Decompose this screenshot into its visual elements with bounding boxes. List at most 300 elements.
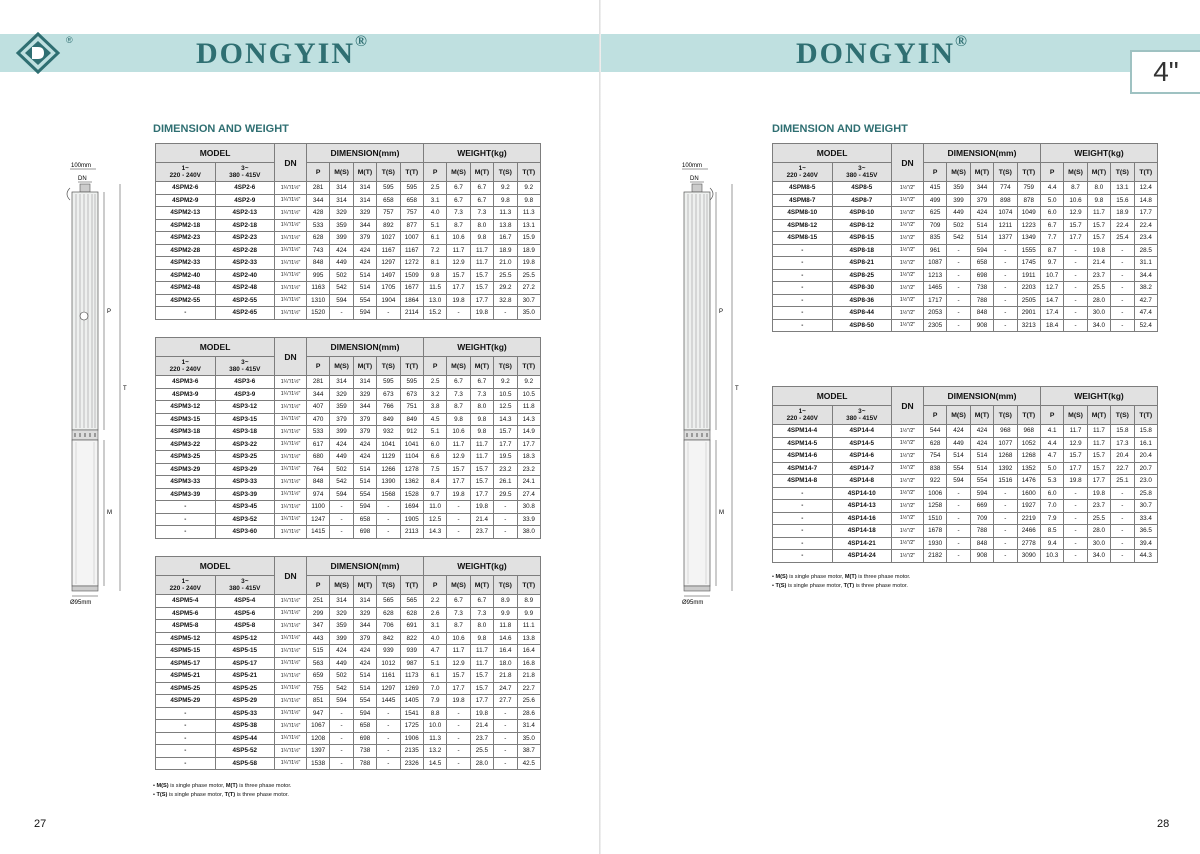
value-cell: 344: [353, 620, 376, 633]
value-cell: 6.1: [423, 670, 446, 683]
value-cell: 1310: [306, 294, 329, 307]
value-cell: -: [1111, 244, 1134, 257]
value-cell: 8.1: [423, 257, 446, 270]
model-cell: 4SP3-60: [215, 526, 275, 539]
footnote-motor-m: • M(S) is single phase motor, M(T) is three phase motor.: [153, 783, 292, 789]
value-cell: 1390: [377, 476, 400, 489]
value-cell: 347: [306, 620, 329, 633]
model-cell: 4SPM2-40: [156, 269, 216, 282]
model-cell: 4SPM2-9: [156, 194, 216, 207]
value-cell: 11.7: [470, 451, 493, 464]
value-cell: 10.5: [494, 388, 517, 401]
value-cell: 11.3: [517, 207, 540, 220]
value-cell: 766: [377, 401, 400, 414]
value-cell: 31.1: [1134, 257, 1157, 270]
model-cell: 4SP5-58: [215, 757, 275, 770]
model-cell: 4SPM2-13: [156, 207, 216, 220]
value-cell: -: [377, 720, 400, 733]
table-row: [773, 475, 1158, 488]
model-cell: 4SP5-4: [215, 595, 275, 608]
value-cell: 1555: [1017, 244, 1040, 257]
logo-registered-mark: ®: [66, 35, 73, 45]
value-cell: 628: [400, 607, 423, 620]
pump-dimension-drawing: [58, 160, 136, 610]
value-cell: 15.7: [447, 269, 470, 282]
value-cell: 9.8: [470, 632, 493, 645]
value-cell: 344: [353, 219, 376, 232]
header-model: MODEL: [773, 387, 892, 406]
value-cell: -: [994, 257, 1017, 270]
note-text: is three phase motor.: [856, 574, 911, 580]
value-cell: 1445: [377, 695, 400, 708]
value-cell: 44.3: [1134, 550, 1157, 563]
value-cell: 6.7: [447, 194, 470, 207]
footnote-motor-t: • T(S) is single phase motor, T(T) is three phase motor.: [153, 792, 289, 798]
model-cell: 4SP5-12: [215, 632, 275, 645]
dn-cell: 1¼"/1½": [275, 294, 307, 307]
value-cell: 1266: [377, 463, 400, 476]
value-cell: 542: [330, 476, 353, 489]
value-cell: 1104: [400, 451, 423, 464]
value-cell: 424: [970, 425, 993, 438]
value-cell: 1397: [306, 745, 329, 758]
model-cell: 4SPM3-12: [156, 401, 216, 414]
value-cell: -: [377, 526, 400, 539]
value-cell: 424: [353, 244, 376, 257]
value-cell: 42.7: [1134, 294, 1157, 307]
value-cell: 25.5: [1087, 512, 1110, 525]
model-cell: 4SP5-8: [215, 620, 275, 633]
dn-cell: 1¼"/1½": [275, 376, 307, 389]
value-cell: 21.0: [494, 257, 517, 270]
model-cell: 4SPM5-8: [156, 620, 216, 633]
value-cell: 628: [377, 607, 400, 620]
value-cell: 625: [923, 207, 946, 220]
value-cell: 449: [330, 657, 353, 670]
header-three-phase: [832, 406, 892, 425]
value-cell: 659: [306, 670, 329, 683]
dn-cell: 1½"/2": [892, 537, 924, 550]
value-cell: 443: [306, 632, 329, 645]
value-cell: 25.5: [1087, 282, 1110, 295]
model-cell: 4SP5-33: [215, 707, 275, 720]
value-cell: -: [947, 537, 970, 550]
dn-cell: 1¼"/1½": [275, 232, 307, 245]
table-row: [156, 194, 541, 207]
value-cell: 499: [923, 194, 946, 207]
value-cell: 2.5: [423, 182, 446, 195]
value-cell: 314: [353, 194, 376, 207]
model-cell: 4SPM14-6: [773, 450, 833, 463]
dn-cell: 1¼"/1½": [275, 388, 307, 401]
value-cell: 16.7: [494, 232, 517, 245]
value-cell: 1509: [400, 269, 423, 282]
table-row: [156, 513, 541, 526]
header-col: T(S): [994, 163, 1017, 182]
header-dimension: DIMENSION(mm): [923, 144, 1040, 163]
value-cell: 1247: [306, 513, 329, 526]
value-cell: 709: [923, 219, 946, 232]
value-cell: 9.9: [517, 607, 540, 620]
dn-cell: 1¼"/1½": [275, 695, 307, 708]
value-cell: 922: [923, 475, 946, 488]
model-cell: 4SP8-15: [832, 232, 892, 245]
value-cell: 673: [400, 388, 423, 401]
value-cell: 11.7: [470, 657, 493, 670]
value-cell: 1268: [994, 450, 1017, 463]
dn-cell: 1½"/2": [892, 512, 924, 525]
header-col: P: [1040, 163, 1063, 182]
spec-table-4sp8: [772, 143, 1158, 332]
model-cell: 4SPM3-33: [156, 476, 216, 489]
value-cell: 5.3: [1040, 475, 1063, 488]
value-cell: 314: [330, 194, 353, 207]
header-col: M(S): [330, 357, 353, 376]
value-cell: 3213: [1017, 319, 1040, 332]
value-cell: -: [377, 501, 400, 514]
value-cell: 1087: [923, 257, 946, 270]
table-row: [156, 670, 541, 683]
value-cell: 835: [923, 232, 946, 245]
value-cell: 542: [947, 232, 970, 245]
value-cell: 2505: [1017, 294, 1040, 307]
value-cell: 6.7: [447, 376, 470, 389]
model-cell: 4SP8-10: [832, 207, 892, 220]
value-cell: 16.4: [494, 645, 517, 658]
value-cell: 8.9: [494, 595, 517, 608]
value-cell: 974: [306, 488, 329, 501]
footnote-motor-m: • M(S) is single phase motor, M(T) is three phase motor.: [772, 574, 911, 580]
model-cell: 4SP8-21: [832, 257, 892, 270]
value-cell: 23.7: [1087, 500, 1110, 513]
value-cell: 329: [353, 207, 376, 220]
value-cell: 554: [353, 695, 376, 708]
table-row: [156, 182, 541, 195]
value-cell: 15.6: [1111, 194, 1134, 207]
value-cell: -: [1111, 269, 1134, 282]
table-row: [156, 476, 541, 489]
value-cell: 28.5: [1134, 244, 1157, 257]
model-cell: 4SP3-15: [215, 413, 275, 426]
dn-cell: 1¼"/1½": [275, 620, 307, 633]
header-col: P: [923, 163, 946, 182]
value-cell: 2219: [1017, 512, 1040, 525]
value-cell: 4.1: [1040, 425, 1063, 438]
drawing-m-label: M: [719, 510, 724, 516]
value-cell: 947: [306, 707, 329, 720]
header-col: T(T): [1134, 406, 1157, 425]
model-cell: 4SPM5-25: [156, 682, 216, 695]
drawing-p-label: P: [107, 309, 112, 315]
drawing-top-label: 100mm: [71, 163, 92, 169]
header-col: P: [306, 357, 329, 376]
value-cell: 20.7: [1134, 462, 1157, 475]
value-cell: 6.7: [470, 376, 493, 389]
header-single-label: 1~: [181, 165, 189, 172]
header-col: T(T): [400, 163, 423, 182]
value-cell: 11.7: [447, 244, 470, 257]
value-cell: 23.7: [470, 732, 493, 745]
table-row: [156, 207, 541, 220]
value-cell: 743: [306, 244, 329, 257]
value-cell: -: [947, 319, 970, 332]
value-cell: 281: [306, 182, 329, 195]
value-cell: 669: [970, 500, 993, 513]
header-col: M(S): [447, 163, 470, 182]
dn-cell: 1½"/2": [892, 282, 924, 295]
table-row: [156, 307, 541, 320]
value-cell: 554: [353, 488, 376, 501]
model-cell: 4SPM2-18: [156, 219, 216, 232]
value-cell: 595: [400, 182, 423, 195]
model-cell: -: [156, 307, 216, 320]
model-cell: 4SPM14-5: [773, 437, 833, 450]
value-cell: 908: [970, 550, 993, 563]
table-row: [156, 269, 541, 282]
value-cell: 11.7: [470, 438, 493, 451]
value-cell: 17.7: [470, 294, 493, 307]
value-cell: 19.8: [470, 501, 493, 514]
model-cell: 4SP3-33: [215, 476, 275, 489]
value-cell: 19.8: [1064, 475, 1087, 488]
value-cell: 1600: [1017, 487, 1040, 500]
header-col: T(S): [377, 163, 400, 182]
model-cell: 4SP2-6: [215, 182, 275, 195]
dn-cell: 1½"/2": [892, 450, 924, 463]
value-cell: 314: [330, 182, 353, 195]
drawing-top-label: 100mm: [682, 163, 703, 169]
model-cell: 4SPM2-28: [156, 244, 216, 257]
header-col: P: [423, 357, 446, 376]
model-cell: -: [773, 269, 833, 282]
value-cell: -: [947, 282, 970, 295]
value-cell: -: [377, 707, 400, 720]
drawing-bottom-label: Ø95mm: [70, 600, 92, 606]
value-cell: 554: [353, 294, 376, 307]
value-cell: 5.1: [423, 657, 446, 670]
value-cell: 399: [330, 632, 353, 645]
dn-cell: 1¼"/1½": [275, 219, 307, 232]
value-cell: 8.8: [423, 707, 446, 720]
value-cell: -: [947, 269, 970, 282]
value-cell: 14.5: [423, 757, 446, 770]
value-cell: 13.2: [423, 745, 446, 758]
value-cell: 9.8: [517, 194, 540, 207]
value-cell: 1520: [306, 307, 329, 320]
value-cell: 1077: [994, 437, 1017, 450]
value-cell: 2203: [1017, 282, 1040, 295]
value-cell: 680: [306, 451, 329, 464]
header-col: T(T): [400, 357, 423, 376]
value-cell: 27.4: [517, 488, 540, 501]
value-cell: 1362: [400, 476, 423, 489]
value-cell: 449: [947, 437, 970, 450]
header-col: P: [923, 406, 946, 425]
value-cell: 2901: [1017, 307, 1040, 320]
model-cell: 4SPM8-7: [773, 194, 833, 207]
model-cell: -: [156, 720, 216, 733]
header-single-phase: [773, 163, 833, 182]
model-cell: 4SP14-10: [832, 487, 892, 500]
header-col: T(T): [1017, 406, 1040, 425]
header-dimension: DIMENSION(mm): [306, 144, 423, 163]
value-cell: 26.1: [494, 476, 517, 489]
value-cell: 755: [306, 682, 329, 695]
dn-cell: 1¼"/1½": [275, 488, 307, 501]
header-col: M(T): [1087, 163, 1110, 182]
value-cell: 11.1: [517, 620, 540, 633]
value-cell: 42.5: [517, 757, 540, 770]
value-cell: -: [1064, 257, 1087, 270]
value-cell: 344: [306, 194, 329, 207]
value-cell: 502: [330, 269, 353, 282]
value-cell: 595: [377, 182, 400, 195]
value-cell: 5.0: [1040, 462, 1063, 475]
value-cell: -: [447, 757, 470, 770]
header-col: T(S): [994, 406, 1017, 425]
value-cell: 9.8: [1087, 194, 1110, 207]
value-cell: -: [994, 307, 1017, 320]
value-cell: -: [1064, 550, 1087, 563]
value-cell: -: [447, 526, 470, 539]
value-cell: 15.7: [470, 476, 493, 489]
value-cell: 424: [330, 438, 353, 451]
value-cell: -: [447, 307, 470, 320]
value-cell: 514: [947, 450, 970, 463]
value-cell: 18.0: [494, 657, 517, 670]
dn-cell: 1½"/2": [892, 487, 924, 500]
model-cell: 4SP8-25: [832, 269, 892, 282]
value-cell: 11.7: [447, 438, 470, 451]
value-cell: 1129: [377, 451, 400, 464]
model-cell: -: [773, 512, 833, 525]
header-dimension: DIMENSION(mm): [923, 387, 1040, 406]
value-cell: 23.0: [1134, 475, 1157, 488]
value-cell: 1705: [377, 282, 400, 295]
table-row: [156, 451, 541, 464]
value-cell: 21.4: [1087, 257, 1110, 270]
value-cell: 514: [353, 682, 376, 695]
header-col: M(S): [947, 406, 970, 425]
dn-cell: 1¼"/1½": [275, 645, 307, 658]
header-single-voltage: 220 - 240V: [786, 172, 818, 179]
value-cell: 314: [353, 182, 376, 195]
pump-dimension-drawing: [678, 160, 756, 610]
model-cell: 4SP2-13: [215, 207, 275, 220]
value-cell: 1161: [377, 670, 400, 683]
brand-name-text: DONGYIN: [196, 37, 356, 70]
value-cell: 424: [330, 645, 353, 658]
value-cell: -: [1064, 487, 1087, 500]
value-cell: 18.9: [1111, 207, 1134, 220]
value-cell: 25.4: [1111, 232, 1134, 245]
value-cell: 7.5: [423, 463, 446, 476]
dn-cell: 1¼"/1½": [275, 632, 307, 645]
value-cell: 19.8: [470, 707, 493, 720]
value-cell: 7.9: [1040, 512, 1063, 525]
value-cell: 15.7: [1087, 462, 1110, 475]
model-cell: -: [773, 257, 833, 270]
value-cell: 10.7: [1040, 269, 1063, 282]
dn-cell: 1¼"/1½": [275, 282, 307, 295]
value-cell: 20.4: [1134, 450, 1157, 463]
value-cell: -: [994, 525, 1017, 538]
value-cell: 5.0: [1040, 194, 1063, 207]
model-cell: 4SPM8-5: [773, 182, 833, 195]
model-cell: 4SPM5-6: [156, 607, 216, 620]
value-cell: 11.7: [470, 244, 493, 257]
value-cell: 754: [923, 450, 946, 463]
value-cell: -: [330, 526, 353, 539]
dn-cell: 1¼"/1½": [275, 194, 307, 207]
value-cell: 13.0: [423, 294, 446, 307]
brand-name: [796, 33, 969, 71]
table-row: [773, 207, 1158, 220]
table-row: [156, 707, 541, 720]
model-cell: 4SPM3-29: [156, 463, 216, 476]
dn-cell: 1¼"/1½": [275, 526, 307, 539]
value-cell: 11.3: [494, 207, 517, 220]
value-cell: 594: [970, 487, 993, 500]
header-col: T(S): [494, 357, 517, 376]
value-cell: -: [1064, 537, 1087, 550]
value-cell: -: [994, 282, 1017, 295]
dn-cell: 1¼"/1½": [275, 670, 307, 683]
dn-cell: 1¼"/1½": [275, 307, 307, 320]
value-cell: -: [1111, 307, 1134, 320]
dn-cell: 1¼"/1½": [275, 269, 307, 282]
table-row: [773, 450, 1158, 463]
model-cell: 4SP5-6: [215, 607, 275, 620]
value-cell: -: [1064, 282, 1087, 295]
value-cell: 17.7: [517, 438, 540, 451]
value-cell: 1725: [400, 720, 423, 733]
model-cell: 4SP2-28: [215, 244, 275, 257]
value-cell: 698: [353, 526, 376, 539]
value-cell: 6.0: [1040, 487, 1063, 500]
value-cell: 9.8: [494, 194, 517, 207]
value-cell: 17.7: [447, 476, 470, 489]
value-cell: 424: [353, 451, 376, 464]
value-cell: 424: [970, 207, 993, 220]
value-cell: 22.7: [1111, 462, 1134, 475]
value-cell: 329: [330, 388, 353, 401]
dn-cell: 1½"/2": [892, 244, 924, 257]
value-cell: 11.3: [423, 732, 446, 745]
value-cell: 28.0: [470, 757, 493, 770]
value-cell: 6.6: [423, 451, 446, 464]
header-col: M(S): [330, 576, 353, 595]
value-cell: 11.7: [1087, 437, 1110, 450]
value-cell: 10.0: [423, 720, 446, 733]
value-cell: 1074: [994, 207, 1017, 220]
value-cell: 1405: [400, 695, 423, 708]
value-cell: 961: [923, 244, 946, 257]
value-cell: 898: [994, 194, 1017, 207]
value-cell: -: [1111, 525, 1134, 538]
value-cell: 3.8: [423, 401, 446, 414]
table-row: [156, 757, 541, 770]
value-cell: 658: [400, 194, 423, 207]
model-cell: 4SP14-18: [832, 525, 892, 538]
value-cell: 22.4: [1111, 219, 1134, 232]
value-cell: -: [494, 526, 517, 539]
value-cell: -: [447, 501, 470, 514]
value-cell: 1694: [400, 501, 423, 514]
header-dn: DN: [275, 557, 307, 595]
value-cell: 28.0: [1087, 294, 1110, 307]
value-cell: -: [947, 244, 970, 257]
